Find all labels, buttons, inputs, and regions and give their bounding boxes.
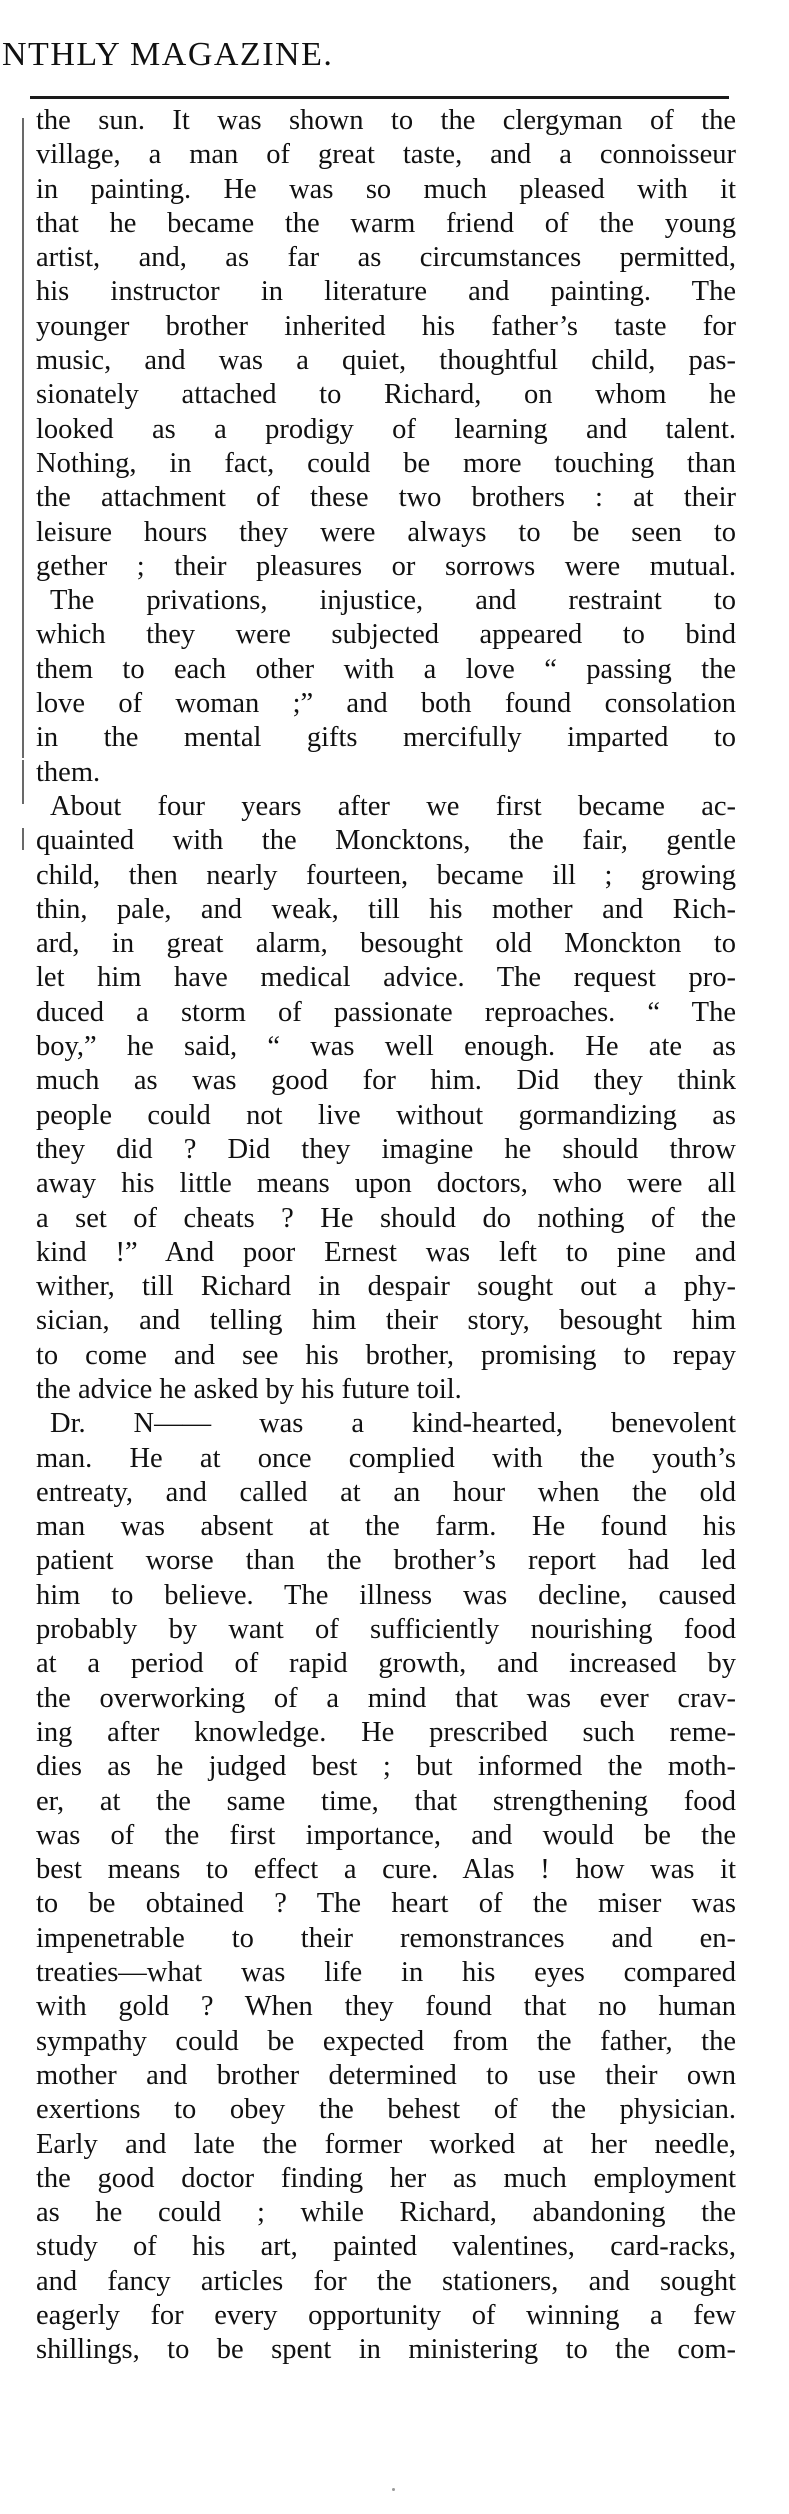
text-line: the attachment of these two brothers : at their xyxy=(36,482,736,514)
text-line: in painting. He was so much pleased with it xyxy=(36,173,736,205)
text-line: probably by want of sufficiently nourishing food xyxy=(36,1614,736,1646)
text-line: which they were subjected appeared to bind xyxy=(36,619,736,651)
text-line: gether ; their pleasures or sorrows were mutual. xyxy=(36,550,736,582)
text-line: let him have medical advice. The request pro- xyxy=(36,962,736,994)
text-line: thin, pale, and weak, till his mother and Rich- xyxy=(36,893,736,925)
text-line: leisure hours they were always to be seen to xyxy=(36,516,736,548)
column-rule xyxy=(22,828,24,850)
text-line: they did ? Did they imagine he should throw xyxy=(36,1133,736,1165)
text-line: best means to effect a cure. Alas ! how was it xyxy=(36,1854,736,1886)
text-line: as he could ; while Richard, abandoning the xyxy=(36,2197,736,2229)
text-line: sician, and telling him their story, besought him xyxy=(36,1305,736,1337)
text-line: younger brother inherited his father’s taste for xyxy=(36,310,736,342)
text-line: the sun. It was shown to the clergyman of the xyxy=(36,105,736,136)
page-speck xyxy=(392,2488,395,2491)
text-line: entreaty, and called at an hour when the old xyxy=(36,1476,736,1508)
text-line: him to believe. The illness was decline, caused xyxy=(36,1579,736,1611)
text-line: impenetrable to their remonstrances and en- xyxy=(36,1922,736,1954)
text-line: study of his art, painted valentines, card-racks, xyxy=(36,2231,736,2263)
text-line: that he became the warm friend of the young xyxy=(36,207,736,239)
text-line: treaties—what was life in his eyes compared xyxy=(36,1957,736,1989)
text-line: er, at the same time, that strengthening food xyxy=(36,1785,736,1817)
text-line: sympathy could be expected from the father, the xyxy=(36,2025,736,2057)
text-line: Early and late the former worked at her needle, xyxy=(36,2128,736,2160)
text-line: quainted with the Moncktons, the fair, gentle xyxy=(36,825,736,857)
text-line: with gold ? When they found that no human xyxy=(36,1991,736,2023)
text-line: at a period of rapid growth, and increased by xyxy=(36,1648,736,1680)
text-line: duced a storm of passionate reproaches. “ The xyxy=(36,996,736,1028)
running-head: NTHLY MAGAZINE. xyxy=(2,36,334,73)
text-line: music, and was a quiet, thoughtful child, pas- xyxy=(36,345,736,377)
text-line: dies as he judged best ; but informed the moth- xyxy=(36,1751,736,1783)
text-line: to come and see his brother, promising to repay xyxy=(36,1339,736,1371)
text-line: was of the first importance, and would be the xyxy=(36,1819,736,1851)
text-line: the good doctor finding her as much employment xyxy=(36,2162,736,2194)
text-line: and fancy articles for the stationers, and sought xyxy=(36,2265,736,2297)
text-line: kind !” And poor Ernest was left to pine and xyxy=(36,1236,736,1268)
text-line: love of woman ;” and both found consolation xyxy=(36,688,736,720)
text-line: boy,” he said, “ was well enough. He ate as xyxy=(36,1031,736,1063)
text-line: mother and brother determined to use their own xyxy=(36,2059,736,2091)
text-line: child, then nearly fourteen, became ill ; growing xyxy=(36,859,736,891)
header-rule xyxy=(30,96,729,99)
column-rule xyxy=(22,760,24,804)
text-line: Dr. N—— was a kind-hearted, benevolent xyxy=(50,1408,736,1440)
text-line: ing after knowledge. He prescribed such reme- xyxy=(36,1716,736,1748)
text-line: man was absent at the farm. He found his xyxy=(36,1511,736,1543)
text-line: eagerly for every opportunity of winning a few xyxy=(36,2300,736,2331)
text-line: ard, in great alarm, besought old Monckton to xyxy=(36,928,736,960)
text-line: wither, till Richard in despair sought out a phy- xyxy=(36,1271,736,1303)
text-line: a set of cheats ? He should do nothing of the xyxy=(36,1202,736,1234)
text-line: them to each other with a love “ passing the xyxy=(36,653,736,685)
text-line: Nothing, in fact, could be more touching than xyxy=(36,447,736,479)
text-line: About four years after we first became ac- xyxy=(50,790,736,822)
text-line: man. He at once complied with the youth’s xyxy=(36,1442,736,1474)
article-text xyxy=(36,104,736,2368)
text-line: The privations, injustice, and restraint to xyxy=(50,585,736,617)
text-line: artist, and, as far as circumstances permitted, xyxy=(36,242,736,274)
text-line: to be obtained ? The heart of the miser was xyxy=(36,1888,736,1920)
text-line: looked as a prodigy of learning and talent. xyxy=(36,413,736,445)
text-line: village, a man of great taste, and a connoisseur xyxy=(36,139,736,171)
text-line: the advice he asked by his future toil. xyxy=(36,1373,462,1405)
text-line: people could not live without gormandizing as xyxy=(36,1099,736,1131)
text-line: much as was good for him. Did they think xyxy=(36,1065,736,1097)
text-line: the overworking of a mind that was ever crav- xyxy=(36,1682,736,1714)
text-line: them. xyxy=(36,756,101,788)
text-line: his instructor in literature and painting. The xyxy=(36,276,736,308)
text-line: sionately attached to Richard, on whom he xyxy=(36,379,736,411)
text-line: exertions to obey the behest of the physician. xyxy=(36,2094,736,2126)
text-line: in the mental gifts mercifully imparted to xyxy=(36,722,736,754)
column-rule xyxy=(22,118,24,758)
text-line: shillings, to be spent in ministering to the com- xyxy=(36,2334,736,2366)
text-line: away his little means upon doctors, who were all xyxy=(36,1168,736,1200)
text-line: patient worse than the brother’s report had led xyxy=(36,1545,736,1577)
